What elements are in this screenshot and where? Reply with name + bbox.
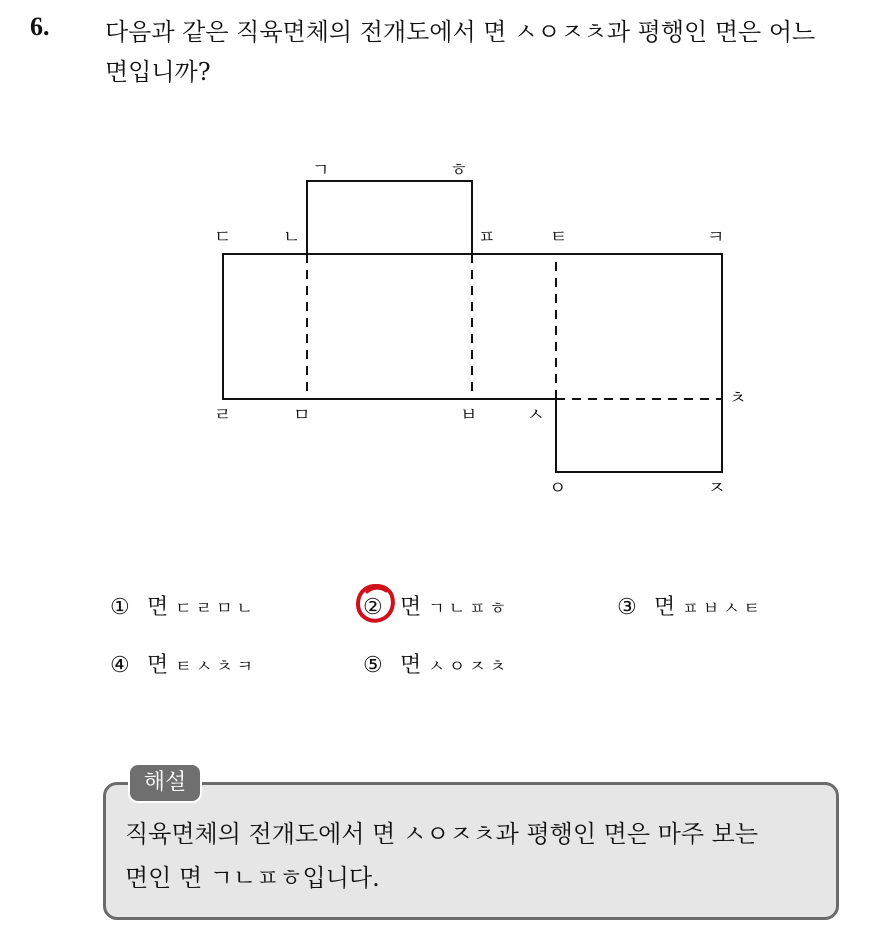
explanation-text	[125, 812, 835, 900]
vertex-label-r: ㄹ	[214, 405, 232, 426]
question-line-1: 다음과 같은 직육면체의 전개도에서 면 ㅅㅇㅈㅊ과 평행인 면은 어느	[105, 18, 816, 46]
vertex-label-ch: ㅊ	[729, 388, 747, 409]
vertex-label-n: ㄴ	[283, 227, 301, 248]
vertex-label-p: ㅍ	[478, 227, 496, 248]
explanation-line-1: 직육면체의 전개도에서 면 ㅅㅇㅈㅊ과 평행인 면은 마주 보는	[125, 820, 759, 848]
vertex-label-h: ㅎ	[450, 160, 468, 181]
answer-circle-mark	[353, 580, 399, 626]
vertex-label-k: ㅋ	[707, 227, 725, 248]
vertex-label-m: ㅁ	[293, 405, 311, 426]
choice-3[interactable]: ③ 면 ㅍㅂㅅㅌ	[617, 595, 764, 620]
question-number: 6.	[30, 12, 50, 41]
explanation-line-2: 면인 면 ㄱㄴㅍㅎ입니다.	[125, 864, 380, 892]
choice-5[interactable]: ⑤ 면 ㅅㅇㅈㅊ	[363, 653, 510, 678]
choice-4[interactable]: ④ 면 ㅌㅅㅊㅋ	[110, 653, 257, 678]
vertex-label-s: ㅅ	[527, 405, 545, 426]
vertex-label-b: ㅂ	[460, 405, 478, 426]
explanation-tag: 해설	[128, 763, 202, 803]
vertex-label-g: ㄱ	[312, 160, 330, 181]
vertex-label-d: ㄷ	[214, 227, 232, 248]
choice-1[interactable]: ① 면 ㄷㄹㅁㄴ	[110, 595, 257, 620]
choice-2[interactable]: ② 면 ㄱㄴㅍㅎ	[363, 595, 510, 620]
net-top-face	[307, 181, 472, 254]
vertex-label-o: ㅇ	[549, 478, 567, 499]
question-line-2: 면입니까?	[105, 58, 211, 86]
vertex-label-j: ㅈ	[708, 478, 726, 499]
vertex-label-t: ㅌ	[550, 227, 568, 248]
